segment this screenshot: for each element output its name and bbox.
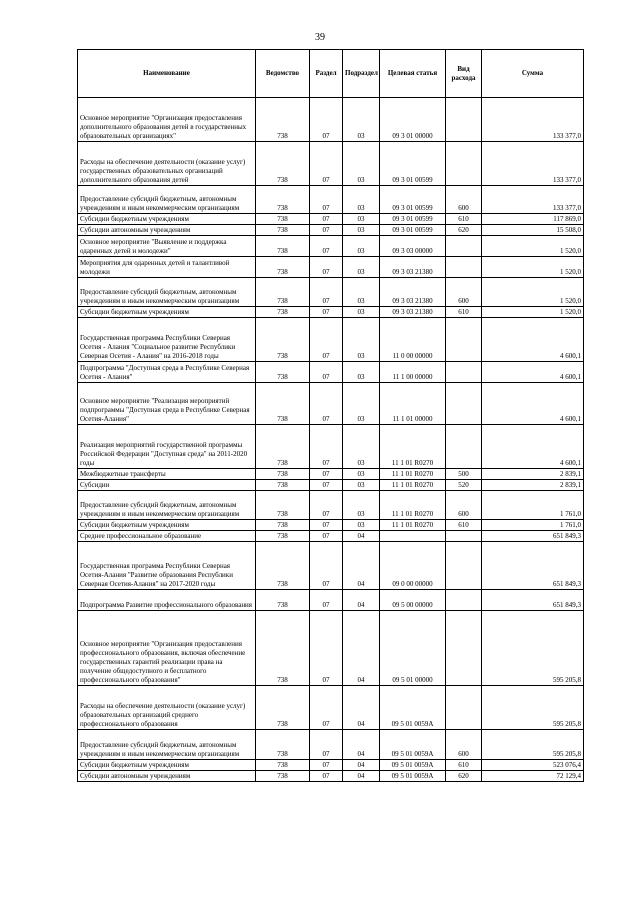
row-razdel: 07: [310, 542, 343, 590]
header-vedomstvo: Ведомство: [256, 50, 310, 98]
row-name: Межбюджетные трансферты: [78, 469, 256, 480]
row-razdel: 07: [310, 98, 343, 142]
row-razdel: 07: [310, 480, 343, 491]
row-podrazdel: 03: [343, 225, 380, 236]
row-vedomstvo: 738: [256, 186, 310, 214]
table-row: [78, 236, 584, 257]
row-podrazdel: 04: [343, 686, 380, 730]
row-podrazdel: 03: [343, 278, 380, 307]
table-row: [78, 686, 584, 730]
row-name: Субсидии автономным учреждениям: [78, 771, 256, 782]
row-name: Среднее профессиональное образование: [78, 531, 256, 542]
row-target-article: 11 0 00 00000: [380, 318, 446, 362]
row-target-article: 09 5 01 0059А: [380, 771, 446, 782]
row-podrazdel: 03: [343, 142, 380, 186]
row-podrazdel: 04: [343, 531, 380, 542]
row-target-article: 09 3 03 21380: [380, 278, 446, 307]
row-amount: 651 849,3: [482, 542, 584, 590]
row-name: Предоставление субсидий бюджетным, автономным учреждениям и иным некоммерческим организациям: [78, 491, 256, 520]
row-name: Субсидии бюджетным учреждениям: [78, 214, 256, 225]
row-razdel: 07: [310, 236, 343, 257]
row-podrazdel: 04: [343, 730, 380, 760]
row-target-article: 09 3 01 00599: [380, 142, 446, 186]
row-razdel: 07: [310, 257, 343, 278]
row-podrazdel: 03: [343, 318, 380, 362]
row-razdel: 07: [310, 771, 343, 782]
row-expense-type: [446, 98, 482, 142]
row-name: Субсидии: [78, 480, 256, 491]
row-expense-type: [446, 611, 482, 686]
row-name: Государственная программа Республики Северная Осетия - Алания "Социальное развитие Республики Северная Осетия - Алания" на 2016-2018 годы: [78, 318, 256, 362]
row-razdel: 07: [310, 686, 343, 730]
row-name: Реализация мероприятий государственной программы Российской Федерации "Доступная среда" на 2011-2020 годы: [78, 425, 256, 469]
table-row: [78, 257, 584, 278]
table-row: [78, 142, 584, 186]
table-row: [78, 491, 584, 520]
row-target-article: 09 0 00 00000: [380, 542, 446, 590]
row-vedomstvo: 738: [256, 542, 310, 590]
row-expense-type: [446, 590, 482, 611]
row-expense-type: 500: [446, 469, 482, 480]
row-target-article: 09 3 01 00000: [380, 98, 446, 142]
row-amount: 133 377,0: [482, 98, 584, 142]
row-target-article: 09 3 01 00599: [380, 214, 446, 225]
row-expense-type: 600: [446, 186, 482, 214]
row-razdel: 07: [310, 318, 343, 362]
row-amount: 1 761,0: [482, 491, 584, 520]
row-expense-type: 610: [446, 307, 482, 318]
row-target-article: 09 3 03 00000: [380, 236, 446, 257]
row-podrazdel: 03: [343, 307, 380, 318]
row-podrazdel: 04: [343, 771, 380, 782]
header-target-article: Целевая статья: [380, 50, 446, 98]
row-vedomstvo: 738: [256, 491, 310, 520]
row-amount: 133 377,0: [482, 142, 584, 186]
row-expense-type: [446, 362, 482, 383]
row-name: Расходы на обеспечение деятельности (оказание услуг) государственных образовательных организаций дополнительного образования детей: [78, 142, 256, 186]
row-name: Государственная программа Республики Северная Осетия-Алания "Развитие образования Республики Северная Осетия-Алания" на 2017-2020 годы: [78, 542, 256, 590]
row-vedomstvo: 738: [256, 480, 310, 491]
row-razdel: 07: [310, 142, 343, 186]
table-body: [78, 98, 584, 782]
table-row: [78, 307, 584, 318]
row-podrazdel: 03: [343, 469, 380, 480]
row-name: Подпрограмма "Доступная среда в Республике Северная Осетия - Алания": [78, 362, 256, 383]
row-amount: 1 520,0: [482, 236, 584, 257]
row-expense-type: [446, 142, 482, 186]
table-row: [78, 771, 584, 782]
row-razdel: 07: [310, 278, 343, 307]
row-target-article: 11 1 01 R0270: [380, 425, 446, 469]
row-vedomstvo: 738: [256, 425, 310, 469]
row-expense-type: [446, 542, 482, 590]
row-target-article: 09 3 01 00599: [380, 225, 446, 236]
row-razdel: 07: [310, 383, 343, 425]
row-vedomstvo: 738: [256, 225, 310, 236]
row-target-article: 11 1 01 00000: [380, 383, 446, 425]
header-amount: Сумма: [482, 50, 584, 98]
table-row: [78, 225, 584, 236]
row-amount: 133 377,0: [482, 186, 584, 214]
row-razdel: 07: [310, 214, 343, 225]
row-amount: 117 869,0: [482, 214, 584, 225]
row-razdel: 07: [310, 611, 343, 686]
row-target-article: 11 1 00 00000: [380, 362, 446, 383]
row-name: Основное мероприятие "Реализация мероприятий подпрограммы "Доступная среда в Республике Северная Осетия-Алания": [78, 383, 256, 425]
row-vedomstvo: 738: [256, 686, 310, 730]
row-amount: 523 076,4: [482, 760, 584, 771]
row-target-article: 09 5 01 0059А: [380, 730, 446, 760]
row-razdel: 07: [310, 590, 343, 611]
row-podrazdel: 04: [343, 590, 380, 611]
row-expense-type: [446, 318, 482, 362]
row-razdel: 07: [310, 469, 343, 480]
table-row: [78, 469, 584, 480]
row-amount: 1 761,0: [482, 520, 584, 531]
row-vedomstvo: 738: [256, 236, 310, 257]
row-expense-type: 610: [446, 214, 482, 225]
row-target-article: 09 3 01 00599: [380, 186, 446, 214]
row-expense-type: [446, 257, 482, 278]
table-row: [78, 362, 584, 383]
row-name: Предоставление субсидий бюджетным, автономным учреждениям и иным некоммерческим организациям: [78, 730, 256, 760]
page-number: 39: [315, 32, 325, 43]
row-expense-type: 610: [446, 520, 482, 531]
budget-table: [77, 49, 584, 782]
row-razdel: 07: [310, 730, 343, 760]
row-expense-type: 520: [446, 480, 482, 491]
row-podrazdel: 03: [343, 383, 380, 425]
table-row: [78, 611, 584, 686]
row-name: Субсидии автономным учреждениям: [78, 225, 256, 236]
row-vedomstvo: 738: [256, 383, 310, 425]
row-name: Подпрограмма Развитие профессионального образования: [78, 590, 256, 611]
row-expense-type: 620: [446, 771, 482, 782]
row-amount: 1 520,0: [482, 307, 584, 318]
row-razdel: 07: [310, 225, 343, 236]
row-amount: 595 205,8: [482, 611, 584, 686]
row-amount: 4 600,1: [482, 362, 584, 383]
row-target-article: 09 5 01 0059А: [380, 686, 446, 730]
row-vedomstvo: 738: [256, 98, 310, 142]
row-name: Основное мероприятие "Выявление и поддержка одаренных детей и молодежи": [78, 236, 256, 257]
row-target-article: 11 1 01 R0270: [380, 491, 446, 520]
row-podrazdel: 03: [343, 186, 380, 214]
row-vedomstvo: 738: [256, 730, 310, 760]
row-amount: 4 600,1: [482, 318, 584, 362]
header-podrazdel: Подраздел: [343, 50, 380, 98]
row-vedomstvo: 738: [256, 278, 310, 307]
row-vedomstvo: 738: [256, 257, 310, 278]
row-podrazdel: 03: [343, 362, 380, 383]
row-expense-type: 600: [446, 278, 482, 307]
row-expense-type: [446, 686, 482, 730]
table-row: [78, 590, 584, 611]
row-amount: 72 129,4: [482, 771, 584, 782]
row-amount: 1 520,0: [482, 278, 584, 307]
row-podrazdel: 04: [343, 542, 380, 590]
header-name: Наименование: [78, 50, 256, 98]
row-vedomstvo: 738: [256, 318, 310, 362]
row-amount: 2 839,1: [482, 469, 584, 480]
row-target-article: 11 1 01 R0270: [380, 520, 446, 531]
row-podrazdel: 04: [343, 760, 380, 771]
row-name: Расходы на обеспечение деятельности (оказание услуг) образовательных организаций среднего профессионального образования: [78, 686, 256, 730]
header-razdel: Раздел: [310, 50, 343, 98]
table-row: [78, 98, 584, 142]
row-amount: 651 849,3: [482, 531, 584, 542]
row-expense-type: [446, 383, 482, 425]
row-name: Субсидии бюджетным учреждениям: [78, 760, 256, 771]
table-row: [78, 186, 584, 214]
row-podrazdel: 03: [343, 520, 380, 531]
row-podrazdel: 03: [343, 425, 380, 469]
table-row: [78, 760, 584, 771]
table-row: [78, 730, 584, 760]
row-podrazdel: 03: [343, 236, 380, 257]
table-row: [78, 318, 584, 362]
row-vedomstvo: 738: [256, 214, 310, 225]
row-amount: 15 508,0: [482, 225, 584, 236]
row-razdel: 07: [310, 531, 343, 542]
table-row: [78, 383, 584, 425]
row-podrazdel: 03: [343, 257, 380, 278]
row-vedomstvo: 738: [256, 520, 310, 531]
row-name: Предоставление субсидий бюджетным, автономным учреждениям и иным некоммерческим организациям: [78, 278, 256, 307]
table-header-row: [78, 50, 584, 98]
row-expense-type: 600: [446, 730, 482, 760]
table-row: [78, 425, 584, 469]
row-razdel: 07: [310, 520, 343, 531]
row-vedomstvo: 738: [256, 531, 310, 542]
row-podrazdel: 03: [343, 214, 380, 225]
row-podrazdel: 03: [343, 98, 380, 142]
row-razdel: 07: [310, 362, 343, 383]
table-row: [78, 520, 584, 531]
table-row: [78, 278, 584, 307]
row-name: Субсидии бюджетным учреждениям: [78, 307, 256, 318]
row-razdel: 07: [310, 491, 343, 520]
table-row: [78, 214, 584, 225]
row-amount: 651 849,3: [482, 590, 584, 611]
row-target-article: 09 5 00 00000: [380, 590, 446, 611]
row-vedomstvo: 738: [256, 307, 310, 318]
header-expense-type: Вид расхода: [446, 50, 482, 98]
row-vedomstvo: 738: [256, 142, 310, 186]
row-target-article: 09 5 01 00000: [380, 611, 446, 686]
row-expense-type: [446, 531, 482, 542]
row-target-article: [380, 531, 446, 542]
row-vedomstvo: 738: [256, 469, 310, 480]
row-name: Мероприятия для одаренных детей и талантливой молодежи: [78, 257, 256, 278]
row-target-article: 09 3 03 21380: [380, 307, 446, 318]
row-amount: 4 600,1: [482, 383, 584, 425]
row-amount: 595 205,8: [482, 686, 584, 730]
row-target-article: 11 1 01 R0270: [380, 469, 446, 480]
row-name: Субсидии бюджетным учреждениям: [78, 520, 256, 531]
row-name: Основное мероприятие "Организация предоставления дополнительного образования детей в государственных образовательных организациях": [78, 98, 256, 142]
row-razdel: 07: [310, 760, 343, 771]
table-row: [78, 531, 584, 542]
row-razdel: 07: [310, 186, 343, 214]
row-razdel: 07: [310, 425, 343, 469]
row-target-article: 09 5 01 0059А: [380, 760, 446, 771]
row-amount: 595 205,8: [482, 730, 584, 760]
row-name: Основное мероприятие "Организация предоставления профессионального образования, включая обеспечение государственных гарантий реализации права на получение общедоступного и бесплатного профессионального образования": [78, 611, 256, 686]
row-amount: 4 600,1: [482, 425, 584, 469]
row-vedomstvo: 738: [256, 760, 310, 771]
row-vedomstvo: 738: [256, 362, 310, 383]
row-target-article: 11 1 01 R0270: [380, 480, 446, 491]
row-expense-type: [446, 236, 482, 257]
row-expense-type: [446, 425, 482, 469]
row-expense-type: 600: [446, 491, 482, 520]
row-expense-type: 620: [446, 225, 482, 236]
row-podrazdel: 04: [343, 611, 380, 686]
row-vedomstvo: 738: [256, 771, 310, 782]
row-amount: 1 520,0: [482, 257, 584, 278]
row-podrazdel: 03: [343, 480, 380, 491]
row-target-article: 09 3 03 21380: [380, 257, 446, 278]
row-vedomstvo: 738: [256, 590, 310, 611]
row-razdel: 07: [310, 307, 343, 318]
row-vedomstvo: 738: [256, 611, 310, 686]
table-row: [78, 542, 584, 590]
row-name: Предоставление субсидий бюджетным, автономным учреждениям и иным некоммерческим организациям: [78, 186, 256, 214]
table-row: [78, 480, 584, 491]
row-expense-type: 610: [446, 760, 482, 771]
row-amount: 2 839,1: [482, 480, 584, 491]
row-podrazdel: 03: [343, 491, 380, 520]
